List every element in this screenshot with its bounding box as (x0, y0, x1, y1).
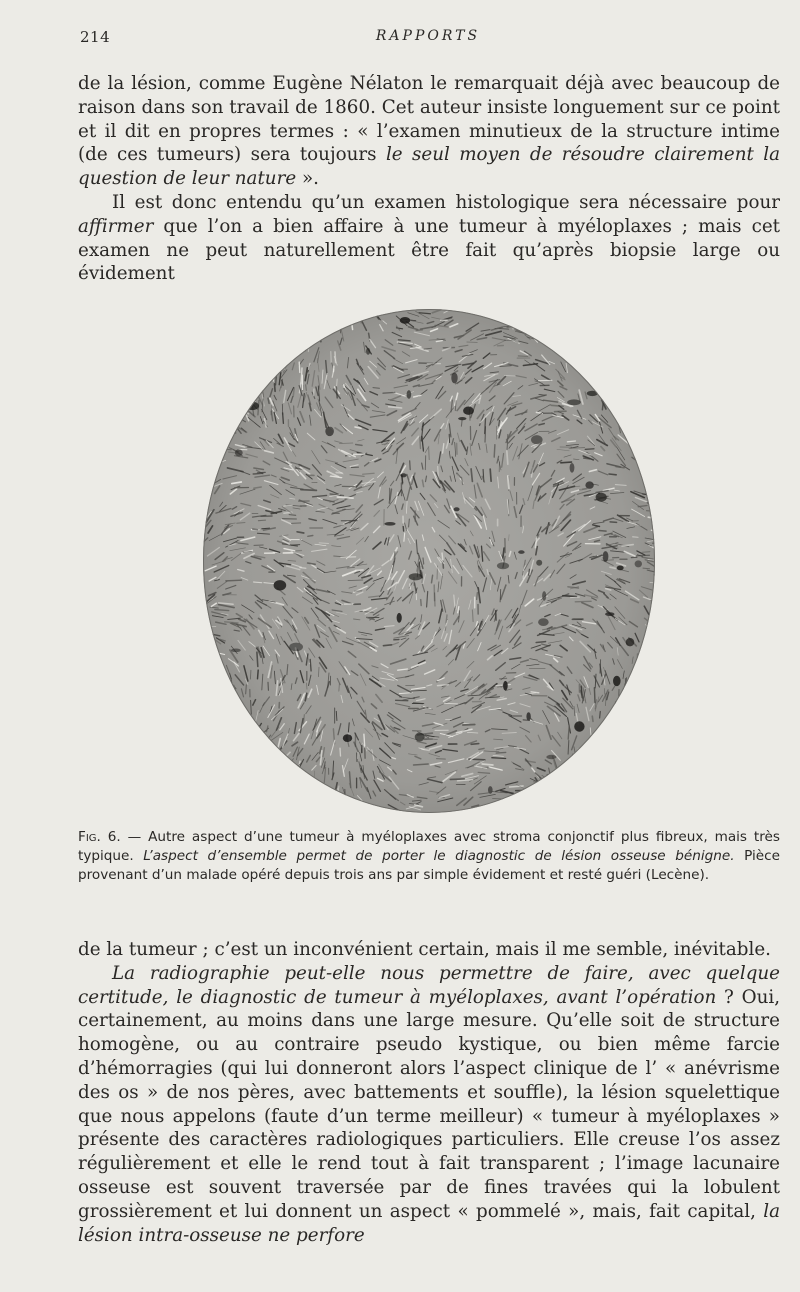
paragraph (78, 962, 780, 1248)
text-segment: ». (296, 168, 319, 190)
caption-text: Pièce provenant d’un malade opéré depuis trois ans par simple évidement et resté guéri (Lecène). (78, 848, 781, 884)
figure-label: Fig. 6. (78, 829, 121, 845)
body-text-top (78, 72, 780, 286)
body-text-bottom (78, 938, 780, 1247)
italic-text: La radiographie peut-elle nous permettre de faire, avec quelque certitude, le diagnostic de tumeur à myéloplaxes, avant l’opération (78, 962, 780, 1008)
italic-text: la lésion intra-osseuse ne perfore (78, 1200, 780, 1246)
caption-italic-text: L’aspect d’ensemble permet de porter le diagnostic de lésion osseuse bénigne. (143, 848, 735, 865)
page-header (80, 28, 776, 54)
paragraph (78, 72, 780, 191)
paragraph (78, 938, 780, 962)
italic-text: le seul moyen de résoudre clairement la question de leur nature (78, 144, 780, 190)
figure-caption (78, 828, 780, 886)
histology-micrograph (202, 308, 656, 814)
text-segment: de la lésion, comme Eugène Nélaton le remarquait déjà avec beaucoup de raison dans son travail de 1860. Cet auteur insiste longuement sur ce point et il dit en propres termes : « l’examen minutieux de la structure intime (de ces tumeurs) sera toujours (78, 73, 780, 166)
paragraph (78, 191, 780, 286)
page-number: 214 (80, 28, 111, 46)
running-title: RAPPORTS (375, 28, 481, 44)
text-segment: ? Oui, certainement, au moins dans une large mesure. Qu’elle soit de structure homogène, ou au contraire pseudo kystique, ou bien même farcie d’hémorragies (qui lui donneront alors l’aspect clinique de l’ « anévrisme des os » de nos pères, avec battements et souffle), la lésion squelettique que nous appelons (faute d’un terme meilleur) « tumeur à myéloplaxes » présente des caractères radiologiques particuliers. Elle creuse l’os assez régulièrement et elle le rend tout à fait transparent ; l’image lacunaire osseuse est souvent traversée par de fines travées qui la lobulent grossièrement et lui donnent un aspect « pommelé », mais, fait capital, (78, 986, 780, 1222)
caption-text: — Autre aspect d’une tumeur à myéloplaxes avec stroma conjonctif plus fibreux, mais très typique. (78, 829, 780, 865)
text-segment: de la tumeur ; c’est un inconvénient certain, mais il me semble, inévitable. (78, 939, 771, 960)
text-segment: Il est donc entendu qu’un examen histologique sera nécessaire pour (112, 191, 780, 213)
text-segment: que l’on a bien affaire à une tumeur à myéloplaxes ; mais cet examen ne peut naturellement être fait qu’après biopsie large ou évidement (78, 215, 780, 285)
italic-text: affirmer (78, 215, 154, 237)
